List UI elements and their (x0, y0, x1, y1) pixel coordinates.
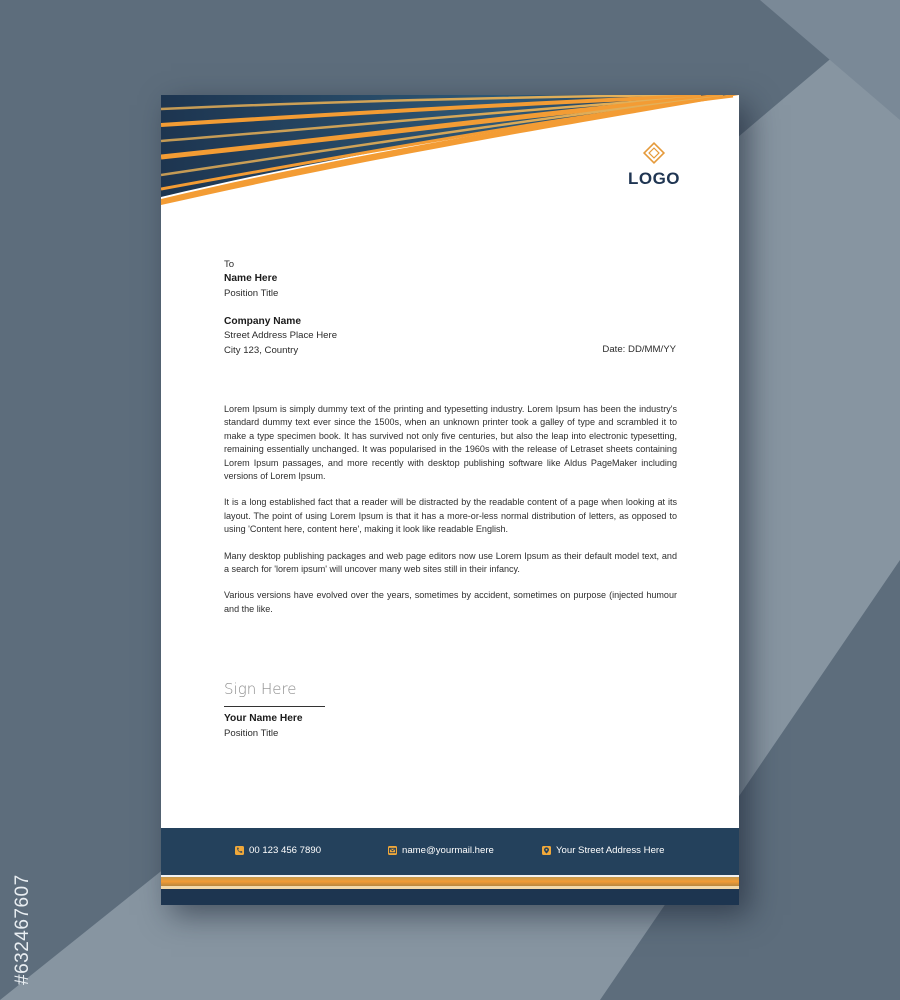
footer (161, 828, 739, 905)
logo-text: LOGO (627, 169, 681, 188)
email-icon (388, 846, 397, 855)
diamond-logo-icon (642, 141, 666, 165)
city-country: City 123, Country (224, 345, 299, 356)
body-paragraph: Many desktop publishing packages and web page editors now use Lorem Ipsum as their default model text, and a search for 'lorem ipsum' will uncover many web sites still in their infancy. (224, 550, 677, 575)
stock-id: #632467607 (12, 874, 33, 985)
signature-placeholder: Sign Here (224, 680, 297, 698)
footer-stripe (161, 877, 739, 886)
footer-email (388, 845, 494, 856)
signer-position: Position Title (224, 728, 279, 739)
signer-name: Your Name Here (224, 713, 303, 724)
recipient-name: Name Here (224, 273, 278, 284)
location-pin-icon (542, 846, 551, 855)
company-name: Company Name (224, 316, 301, 327)
recipient-position: Position Title (224, 288, 279, 299)
body-paragraph: Various versions have evolved over the years, sometimes by accident, sometimes on purpose (injected humour and the like. (224, 590, 677, 614)
body-paragraph: Lorem Ipsum is simply dummy text of the printing and typesetting industry. Lorem Ipsum has been the industry's standard dummy text ever since the 1500s, when an unknown printer took a galley of type and scrambled it to make a type specimen book. It has survived not only five centuries, but also the leap into electronic typesetting, remaining essentially unchanged. It was popularised in the 1960s with the release of Letraset sheets containing Lorem Ipsum passages, and more recently with desktop publishing software like Aldus PageMaker including versions of Lorem Ipsum. (224, 404, 677, 482)
phone-number: 00 123 456 7890 (249, 845, 322, 856)
street-address: Street Address Place Here (224, 330, 338, 341)
letter-date: Date: DD/MM/YY (602, 344, 676, 355)
footer-stripe (161, 889, 739, 905)
letter-body (224, 403, 677, 629)
body-paragraph: It is a long established fact that a reader will be distracted by the readable content of a page when looking at its layout. The point of using Lorem Ipsum is that it has a more-or-less normal distribution of letters, as opposed to using 'Content here, content here', making it look like readable English. (224, 497, 677, 535)
letterhead-page (161, 95, 739, 905)
logo (619, 141, 689, 189)
street-address-footer: Your Street Address Here (556, 845, 665, 856)
footer-address (542, 845, 664, 856)
footer-phone (235, 845, 321, 856)
email-address: name@yourmail.here (402, 845, 494, 856)
to-label: To (224, 259, 235, 270)
signature-line (224, 706, 325, 707)
phone-icon (235, 846, 244, 855)
